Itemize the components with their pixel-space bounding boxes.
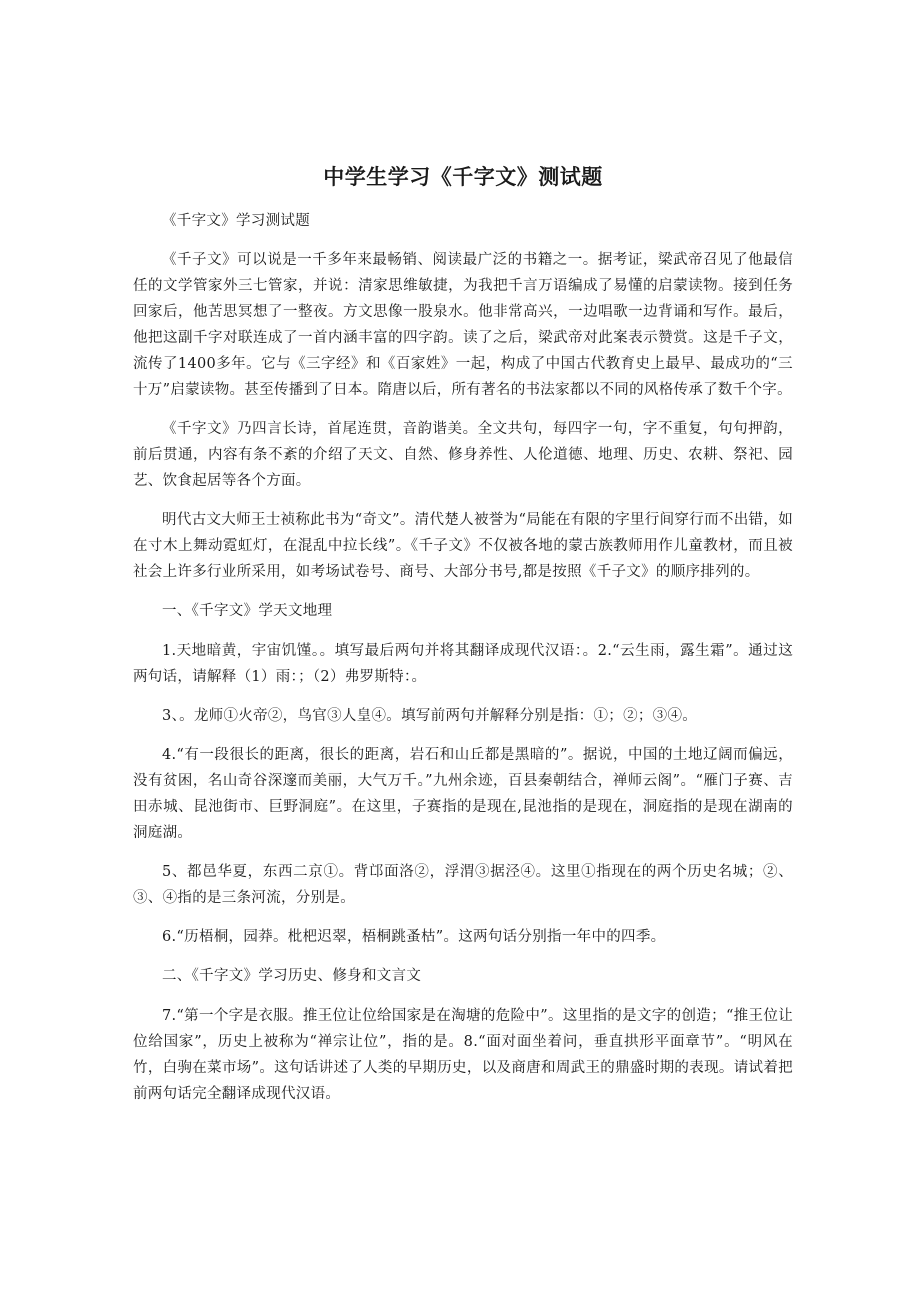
question-7-8: 7.“第一个字是衣服。推王位让位给国家是在淘塘的危险中”。这里指的是文字的创造；“推王位让位给国家”，历史上被称为“禅宗让位”，指的是。8.“面对面坐着问，垂直拱形平面章节”。“明风在竹，白驹在菜市场”。这句话讲述了人类的早期历史，以及商唐和周武王的鼎盛时期的表现。请试着把前两句话完全翻译成现代汉语。 <box>133 1008 793 1102</box>
question-1-2: 1.天地暗黄，宇宙饥馑。。填写最后两句并将其翻译成现代汉语：。2.“云生雨，露生霜”。通过这两句话，请解释（1）雨：；（2）弗罗斯特：。 <box>133 643 793 685</box>
subtitle-paragraph: 《千字文》学习测试题 <box>162 213 310 229</box>
description-paragraph: 《千字文》乃四言长诗，首尾连贯，音韵谐美。全文共句，每四字一句，字不重复，句句押韵，前后贯通，内容有条不紊的介绍了天文、自然、修身养性、人伦道德、地理、历史、农耕、祭祀、园艺、饮食起居等各个方面。 <box>133 421 793 489</box>
intro-paragraph: 《千子文》可以说是一千多年来最畅销、阅读最广泛的书籍之一。据考证，梁武帝召见了他最信任的文学管家外三七管家，并说：清家思维敏捷，为我把千言万语编成了易懂的启蒙读物。接到任务回家后，他苦思冥想了一整夜。方文思像一股泉水。他非常高兴，一边唱歌一边背诵和写作。最后，他把这副千字对联连成了一首内涵丰富的四字韵。读了之后，梁武帝对此案表示赞赏。这是千子文，流传了1400多年。它与《三字经》和《百家姓》一起，构成了中国古代教育史上最早、最成功的“三十万”启蒙读物。甚至传播到了日本。隋唐以后，所有著名的书法家都以不同的风格传承了数千个字。 <box>133 252 793 398</box>
page-title: 中学生学习《千字文》测试题 <box>323 165 603 189</box>
question-4: 4.“有一段很长的距离，很长的距离，岩石和山丘都是黑暗的”。据说，中国的土地辽阔而偏远，没有贫困，名山奇谷深邃而美丽，大气万千。”九州余迹，百县秦朝结合，禅师云阁”。“雁门子赛、吉田赤城、昆池街市、巨野洞庭”。在这里，子赛指的是现在,昆池指的是现在，洞庭指的是现在湖南的洞庭湖。 <box>133 747 793 841</box>
question-5: 5、都邑华夏，东西二京①。背邙面洛②，浮渭③据泾④。这里①指现在的两个历史名城；②、③、④指的是三条河流，分别是。 <box>133 864 793 906</box>
section-heading-history: 二、《千字文》学习历史、修身和文言文 <box>162 968 422 984</box>
reception-paragraph: 明代古文大师王士祯称此书为“奇文”。清代楚人被誉为“局能在有限的字里行间穿行而不出错，如在寸木上舞动霓虹灯，在混乱中拉长线”。《千子文》不仅被各地的蒙古族教师用作儿童教材，而且被社会上许多行业所采用，如考场试卷号、商号、大部分书号,都是按照《千子文》的顺序排列的。 <box>133 512 793 580</box>
question-6: 6.“历梧桐，园莽。枇杷迟翠，梧桐跳蚤枯”。这两句话分别指一年中的四季。 <box>162 929 666 945</box>
section-heading-astronomy: 一、《千字文》学天文地理 <box>162 603 333 619</box>
document-page <box>133 160 793 1120</box>
question-3: 3、。龙师①火帝②，鸟官③人皇④。填写前两句并解释分别是指：①；②；③④。 <box>162 708 698 724</box>
